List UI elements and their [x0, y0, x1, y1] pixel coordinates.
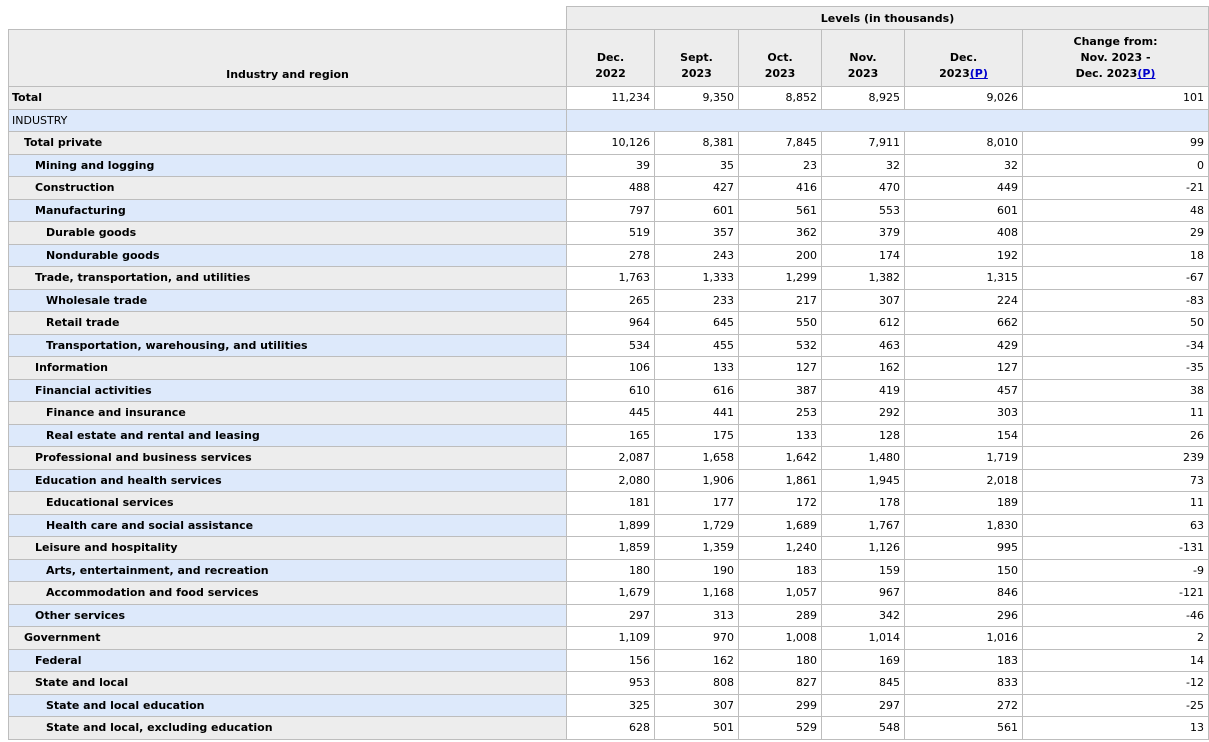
table-row — [9, 267, 1209, 290]
table-body — [9, 87, 1209, 740]
value-cell: 488 — [567, 177, 655, 200]
table-row — [9, 694, 1209, 717]
row-label: Leisure and hospitality — [9, 537, 567, 560]
value-cell: 1,689 — [739, 514, 822, 537]
value-cell: 192 — [905, 244, 1023, 267]
value-cell: 827 — [739, 672, 822, 695]
value-cell: 501 — [655, 717, 739, 740]
value-cell: 297 — [567, 604, 655, 627]
value-cell: 1,719 — [905, 447, 1023, 470]
value-cell: 178 — [822, 492, 905, 515]
table-row — [9, 672, 1209, 695]
row-label: Total private — [9, 132, 567, 155]
value-cell: 1,240 — [739, 537, 822, 560]
value-cell: 833 — [905, 672, 1023, 695]
value-cell: 307 — [655, 694, 739, 717]
value-cell: 616 — [655, 379, 739, 402]
table-row — [9, 379, 1209, 402]
value-cell: 183 — [905, 649, 1023, 672]
change-cell: 38 — [1023, 379, 1209, 402]
value-cell: 601 — [655, 199, 739, 222]
value-cell: 1,859 — [567, 537, 655, 560]
change-cell: -131 — [1023, 537, 1209, 560]
value-cell: 127 — [739, 357, 822, 380]
value-cell: 610 — [567, 379, 655, 402]
col-header-oct-2023: Oct. 2023 — [739, 30, 822, 87]
change-cell: -83 — [1023, 289, 1209, 312]
col-header-dec-2023: Dec. 2023(P) — [905, 30, 1023, 87]
value-cell: 9,026 — [905, 87, 1023, 110]
value-cell: 1,658 — [655, 447, 739, 470]
table-row — [9, 537, 1209, 560]
change-cell: 18 — [1023, 244, 1209, 267]
value-cell: 7,911 — [822, 132, 905, 155]
value-cell: 519 — [567, 222, 655, 245]
row-label: Government — [9, 627, 567, 650]
table-row — [9, 244, 1209, 267]
table-row — [9, 582, 1209, 605]
change-cell: 63 — [1023, 514, 1209, 537]
value-cell: 162 — [822, 357, 905, 380]
row-label: Accommodation and food services — [9, 582, 567, 605]
change-cell: 11 — [1023, 492, 1209, 515]
change-cell: 29 — [1023, 222, 1209, 245]
value-cell: 162 — [655, 649, 739, 672]
table-row — [9, 604, 1209, 627]
row-label: Construction — [9, 177, 567, 200]
preliminary-footnote-link[interactable]: (P) — [969, 67, 988, 80]
value-cell: 1,014 — [822, 627, 905, 650]
value-cell: 628 — [567, 717, 655, 740]
col-header-nov-2023: Nov. 2023 — [822, 30, 905, 87]
row-label: Manufacturing — [9, 199, 567, 222]
value-cell: 2,087 — [567, 447, 655, 470]
change-cell: -12 — [1023, 672, 1209, 695]
value-cell: 1,642 — [739, 447, 822, 470]
value-cell: 445 — [567, 402, 655, 425]
change-cell: -121 — [1023, 582, 1209, 605]
value-cell: 1,679 — [567, 582, 655, 605]
row-label: Education and health services — [9, 469, 567, 492]
change-cell: -67 — [1023, 267, 1209, 290]
value-cell: 455 — [655, 334, 739, 357]
value-cell: 292 — [822, 402, 905, 425]
table-row — [9, 199, 1209, 222]
table-row — [9, 649, 1209, 672]
value-cell: 1,109 — [567, 627, 655, 650]
value-cell: 278 — [567, 244, 655, 267]
value-cell: 174 — [822, 244, 905, 267]
value-cell: 35 — [655, 154, 739, 177]
row-label: Nondurable goods — [9, 244, 567, 267]
preliminary-footnote-link[interactable]: (P) — [1137, 67, 1156, 80]
row-label: Financial activities — [9, 379, 567, 402]
section-empty-cell — [567, 109, 1209, 132]
value-cell: 1,315 — [905, 267, 1023, 290]
value-cell: 1,861 — [739, 469, 822, 492]
table-row — [9, 334, 1209, 357]
value-cell: 561 — [739, 199, 822, 222]
table-row — [9, 492, 1209, 515]
value-cell: 233 — [655, 289, 739, 312]
value-cell: 1,729 — [655, 514, 739, 537]
value-cell: 133 — [655, 357, 739, 380]
value-cell: 190 — [655, 559, 739, 582]
value-cell: 342 — [822, 604, 905, 627]
value-cell: 243 — [655, 244, 739, 267]
value-cell: 662 — [905, 312, 1023, 335]
table-row — [9, 469, 1209, 492]
change-cell: 13 — [1023, 717, 1209, 740]
value-cell: 967 — [822, 582, 905, 605]
value-cell: 548 — [822, 717, 905, 740]
row-label: State and local education — [9, 694, 567, 717]
table-row — [9, 559, 1209, 582]
value-cell: 362 — [739, 222, 822, 245]
value-cell: 534 — [567, 334, 655, 357]
table-row — [9, 402, 1209, 425]
row-label: Information — [9, 357, 567, 380]
value-cell: 175 — [655, 424, 739, 447]
row-label: Professional and business services — [9, 447, 567, 470]
value-cell: 1,333 — [655, 267, 739, 290]
value-cell: 265 — [567, 289, 655, 312]
value-cell: 1,763 — [567, 267, 655, 290]
value-cell: 1,359 — [655, 537, 739, 560]
value-cell: 7,845 — [739, 132, 822, 155]
value-cell: 313 — [655, 604, 739, 627]
value-cell: 1,906 — [655, 469, 739, 492]
value-cell: 154 — [905, 424, 1023, 447]
table-row — [9, 154, 1209, 177]
value-cell: 532 — [739, 334, 822, 357]
change-cell: -25 — [1023, 694, 1209, 717]
value-cell: 953 — [567, 672, 655, 695]
header-columns-row — [9, 30, 1209, 87]
value-cell: 2,018 — [905, 469, 1023, 492]
value-cell: 612 — [822, 312, 905, 335]
value-cell: 1,382 — [822, 267, 905, 290]
value-cell: 150 — [905, 559, 1023, 582]
clipped-caption-line — [0, 0, 1203, 4]
change-cell: 50 — [1023, 312, 1209, 335]
value-cell: 408 — [905, 222, 1023, 245]
value-cell: 561 — [905, 717, 1023, 740]
table-row — [9, 177, 1209, 200]
table-row — [9, 312, 1209, 335]
value-cell: 272 — [905, 694, 1023, 717]
change-cell: -9 — [1023, 559, 1209, 582]
value-cell: 10,126 — [567, 132, 655, 155]
value-cell: 180 — [567, 559, 655, 582]
table-row — [9, 627, 1209, 650]
row-label: INDUSTRY — [9, 109, 567, 132]
value-cell: 183 — [739, 559, 822, 582]
value-cell: 9,350 — [655, 87, 739, 110]
change-cell: 101 — [1023, 87, 1209, 110]
row-label: Other services — [9, 604, 567, 627]
value-cell: 808 — [655, 672, 739, 695]
value-cell: 32 — [822, 154, 905, 177]
value-cell: 797 — [567, 199, 655, 222]
change-cell: -46 — [1023, 604, 1209, 627]
change-cell: 48 — [1023, 199, 1209, 222]
value-cell: 970 — [655, 627, 739, 650]
change-cell: 99 — [1023, 132, 1209, 155]
value-cell: 1,767 — [822, 514, 905, 537]
value-cell: 1,299 — [739, 267, 822, 290]
row-label: Educational services — [9, 492, 567, 515]
value-cell: 387 — [739, 379, 822, 402]
row-label: Mining and logging — [9, 154, 567, 177]
row-label: State and local, excluding education — [9, 717, 567, 740]
value-cell: 457 — [905, 379, 1023, 402]
row-label: Retail trade — [9, 312, 567, 335]
value-cell: 299 — [739, 694, 822, 717]
row-label: Durable goods — [9, 222, 567, 245]
value-cell: 189 — [905, 492, 1023, 515]
stub-header: Industry and region — [9, 30, 567, 87]
value-cell: 296 — [905, 604, 1023, 627]
value-cell: 180 — [739, 649, 822, 672]
row-label: Wholesale trade — [9, 289, 567, 312]
change-cell: -35 — [1023, 357, 1209, 380]
value-cell: 106 — [567, 357, 655, 380]
value-cell: 307 — [822, 289, 905, 312]
value-cell: 177 — [655, 492, 739, 515]
row-label: Health care and social assistance — [9, 514, 567, 537]
change-cell: 2 — [1023, 627, 1209, 650]
value-cell: 1,945 — [822, 469, 905, 492]
change-cell: -21 — [1023, 177, 1209, 200]
value-cell: 441 — [655, 402, 739, 425]
row-label: State and local — [9, 672, 567, 695]
levels-group-header: Levels (in thousands) — [567, 7, 1209, 30]
value-cell: 1,480 — [822, 447, 905, 470]
value-cell: 8,381 — [655, 132, 739, 155]
table-row — [9, 447, 1209, 470]
table-row — [9, 717, 1209, 740]
value-cell: 165 — [567, 424, 655, 447]
value-cell: 156 — [567, 649, 655, 672]
table-row — [9, 87, 1209, 110]
header-blank-cell — [9, 7, 567, 30]
col-header-change: Change from: Nov. 2023 - Dec. 2023(P) — [1023, 30, 1209, 87]
table-row — [9, 289, 1209, 312]
col-header-sept-2023: Sept. 2023 — [655, 30, 739, 87]
value-cell: 8,925 — [822, 87, 905, 110]
change-cell: 239 — [1023, 447, 1209, 470]
value-cell: 32 — [905, 154, 1023, 177]
row-label: Real estate and rental and leasing — [9, 424, 567, 447]
value-cell: 427 — [655, 177, 739, 200]
change-cell: 26 — [1023, 424, 1209, 447]
table-row — [9, 424, 1209, 447]
value-cell: 169 — [822, 649, 905, 672]
value-cell: 181 — [567, 492, 655, 515]
value-cell: 379 — [822, 222, 905, 245]
value-cell: 553 — [822, 199, 905, 222]
change-cell: 11 — [1023, 402, 1209, 425]
value-cell: 846 — [905, 582, 1023, 605]
data-table — [8, 6, 1209, 740]
value-cell: 1,016 — [905, 627, 1023, 650]
value-cell: 11,234 — [567, 87, 655, 110]
value-cell: 419 — [822, 379, 905, 402]
value-cell: 645 — [655, 312, 739, 335]
value-cell: 529 — [739, 717, 822, 740]
value-cell: 325 — [567, 694, 655, 717]
value-cell: 128 — [822, 424, 905, 447]
row-label: Transportation, warehousing, and utilities — [9, 334, 567, 357]
value-cell: 550 — [739, 312, 822, 335]
row-label: Federal — [9, 649, 567, 672]
value-cell: 1,168 — [655, 582, 739, 605]
value-cell: 470 — [822, 177, 905, 200]
section-header-row — [9, 109, 1209, 132]
row-label: Arts, entertainment, and recreation — [9, 559, 567, 582]
value-cell: 133 — [739, 424, 822, 447]
value-cell: 1,899 — [567, 514, 655, 537]
value-cell: 463 — [822, 334, 905, 357]
table-row — [9, 132, 1209, 155]
value-cell: 159 — [822, 559, 905, 582]
value-cell: 303 — [905, 402, 1023, 425]
value-cell: 429 — [905, 334, 1023, 357]
value-cell: 1,008 — [739, 627, 822, 650]
change-cell: -34 — [1023, 334, 1209, 357]
value-cell: 39 — [567, 154, 655, 177]
value-cell: 253 — [739, 402, 822, 425]
value-cell: 1,830 — [905, 514, 1023, 537]
value-cell: 127 — [905, 357, 1023, 380]
value-cell: 964 — [567, 312, 655, 335]
change-cell: 14 — [1023, 649, 1209, 672]
table-row — [9, 357, 1209, 380]
col-header-dec-2022: Dec. 2022 — [567, 30, 655, 87]
value-cell: 845 — [822, 672, 905, 695]
table-row — [9, 514, 1209, 537]
change-cell: 73 — [1023, 469, 1209, 492]
header-group-row — [9, 7, 1209, 30]
value-cell: 1,126 — [822, 537, 905, 560]
value-cell: 172 — [739, 492, 822, 515]
row-label: Finance and insurance — [9, 402, 567, 425]
row-label: Trade, transportation, and utilities — [9, 267, 567, 290]
value-cell: 2,080 — [567, 469, 655, 492]
value-cell: 8,010 — [905, 132, 1023, 155]
value-cell: 357 — [655, 222, 739, 245]
value-cell: 200 — [739, 244, 822, 267]
value-cell: 449 — [905, 177, 1023, 200]
value-cell: 601 — [905, 199, 1023, 222]
value-cell: 1,057 — [739, 582, 822, 605]
row-label: Total — [9, 87, 567, 110]
change-cell: 0 — [1023, 154, 1209, 177]
value-cell: 289 — [739, 604, 822, 627]
value-cell: 217 — [739, 289, 822, 312]
value-cell: 297 — [822, 694, 905, 717]
value-cell: 23 — [739, 154, 822, 177]
value-cell: 224 — [905, 289, 1023, 312]
value-cell: 416 — [739, 177, 822, 200]
table-row — [9, 222, 1209, 245]
value-cell: 8,852 — [739, 87, 822, 110]
value-cell: 995 — [905, 537, 1023, 560]
